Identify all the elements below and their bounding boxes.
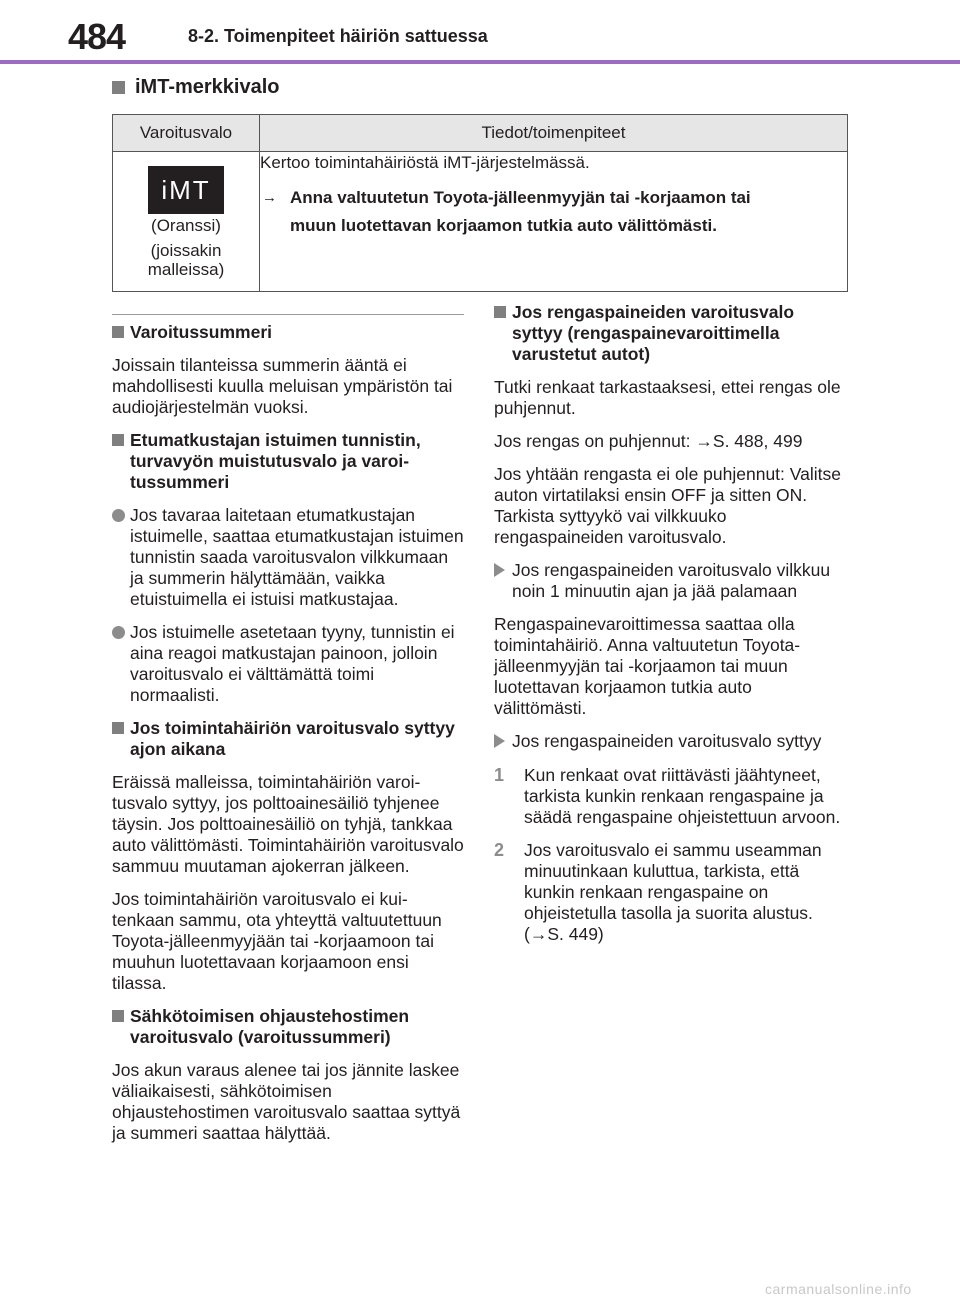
square-bullet-icon	[112, 326, 124, 338]
triangle-bullet-icon	[494, 563, 505, 577]
para-malfunction-1: Eräissä malleissa, toimintahäiriön varoitusvalo syttyy, jos polttoainesäiliö tyhjenee täysin. Jos polttoainesäiliö on tyhjä, tankkaa auto välittömästi. Toimintahäiriön varoitusvalo sammuu muutaman ajokerran jälkeen.	[112, 772, 464, 876]
case-lights: Jos rengaspaineiden varoitusvalo syttyy	[512, 731, 822, 751]
bullet-seat-1: Jos tavaraa laitetaan etumatkustajan istuimelle, saattaa etumatkustajan istuimen tunnistin saada varoitusvalon vilkkumaan ja summerin hälyttämään, vaikka etuistuimella ei istuisi matkustajaa.	[130, 505, 464, 609]
para-malfunction-2: Jos toimintahäiriön varoitusvalo ei kuitenkaan sammu, ota yhteyttä valtuutettuun Toyota-jälleenmyyjään tai -korjaamoon tai muuhun luotettavaan korjaamoon ensi tilassa.	[112, 889, 442, 993]
lamp-note-1: (joissakin	[150, 241, 222, 260]
square-bullet-icon	[112, 81, 125, 94]
triangle-bullet-icon	[494, 734, 505, 748]
table-row	[113, 152, 848, 292]
chapter-title: 8-2. Toimenpiteet häiriön sattuessa	[188, 26, 488, 46]
para-tire-1: Tutki renkaat tarkastaaksesi, ettei rengas ole puhjennut.	[494, 377, 841, 418]
action-line-1: Anna valtuutetun Toyota-jälleenmyyjän tai -korjaamon tai	[290, 188, 751, 207]
square-bullet-icon	[494, 306, 506, 318]
column-divider	[112, 314, 464, 315]
arrow-icon: →	[695, 431, 713, 451]
heading-buzzer: Varoitussummeri	[130, 322, 272, 342]
arrow-icon: →	[262, 189, 277, 206]
step-number: 2	[494, 840, 505, 860]
para-tire-2: Jos rengas on puhjennut: →S. 488, 499	[494, 431, 803, 451]
circle-bullet-icon	[112, 626, 125, 639]
heading-tire-pressure: Jos rengaspaineiden varoitusvalo syttyy (rengaspainevaroittimella varustetut autot)	[512, 302, 795, 364]
para-tire-3: Jos yhtään rengasta ei ole puhjennut: Valitse auton virtatilaksi ensin OFF ja sitten ON. Tarkista syttyykö vai vilkkuuko rengaspaineiden varoitusvalo.	[494, 464, 841, 547]
step-1-text: Kun renkaat ovat riittävästi jäähtyneet, tarkista kunkin renkaan rengaspaine ja säädä rengaspaine ohjeistettuun arvoon.	[524, 765, 841, 827]
info-cell	[260, 152, 848, 292]
heading-seat-sensor: Etumatkustajan istuimen tunnistin, turvavyön muistutusvalo ja varoitussummeri	[130, 430, 421, 492]
para-power-steering: Jos akun varaus alenee tai jos jännite laskee väliaikaisesti, sähkötoimisen ohjaustehostimen varoitusvalo saattaa syttyä ja summeri saattaa hälyttää.	[112, 1060, 461, 1143]
table-header-light: Varoitusvalo	[113, 115, 260, 152]
heading-power-steering: Sähkötoimisen ohjaustehostimen varoitusvalo (varoitussummeri)	[130, 1006, 410, 1047]
arrow-icon: →	[529, 924, 548, 944]
square-bullet-icon	[112, 722, 124, 734]
page-ref-link[interactable]: S. 449)	[547, 924, 604, 944]
imt-indicator-icon: iMT	[148, 166, 224, 214]
table-header-info: Tiedot/toimenpiteet	[260, 115, 848, 152]
info-description: Kertoo toimintahäiriöstä iMT-järjestelmässä.	[260, 153, 590, 172]
para-tire-4: Rengaspainevaroittimessa saattaa olla toimintahäiriö. Anna valtuutetun Toyota-jälleenmyyjän tai -korjaamon tai muun luotettavan korjaamon tutkia auto välittömästi.	[494, 614, 801, 718]
square-bullet-icon	[112, 434, 124, 446]
right-column	[494, 302, 848, 957]
header-divider	[0, 60, 960, 64]
warning-light-table	[112, 114, 848, 292]
step-number: 1	[494, 765, 505, 785]
lamp-cell	[113, 152, 260, 292]
page-ref-link[interactable]: S. 488, 499	[712, 431, 803, 451]
left-column	[112, 322, 464, 1156]
para-buzzer: Joissain tilanteissa summerin ääntä ei mahdollisesti kuulla meluisan ympäristön tai audiojärjestelmän vuoksi.	[112, 355, 453, 417]
step-2-text: Jos varoitusvalo ei sammu useamman minuutinkaan kuluttua, tarkista, että kunkin renkaan rengaspaine on ohjeistetulla tasolla ja suorita alustus. (→S. 449)	[524, 840, 822, 944]
watermark: carmanualsonline.info	[765, 1281, 912, 1297]
bullet-seat-2: Jos istuimelle asetetaan tyyny, tunnistin ei aina reagoi matkustajan painoon, jolloin varoitusvalo ei välttämättä toimi normaalisti.	[130, 622, 455, 705]
page-number: 484	[68, 16, 126, 57]
case-flashing: Jos rengaspaineiden varoitusvalo vilkkuu noin 1 minuutin ajan ja jää palamaan	[512, 560, 831, 601]
action-line-2: muun luotettavan korjaamon tutkia auto välittömästi.	[290, 216, 717, 235]
section-title	[112, 76, 280, 99]
lamp-color: (Oranssi)	[151, 216, 221, 235]
lamp-note-2: malleissa)	[147, 260, 225, 279]
square-bullet-icon	[112, 1010, 124, 1022]
section-title-text: iMT-merkkivalo	[135, 76, 280, 98]
heading-malfunction: Jos toimintahäiriön varoitusvalo syttyy ajon aikana	[130, 718, 455, 759]
circle-bullet-icon	[112, 509, 125, 522]
